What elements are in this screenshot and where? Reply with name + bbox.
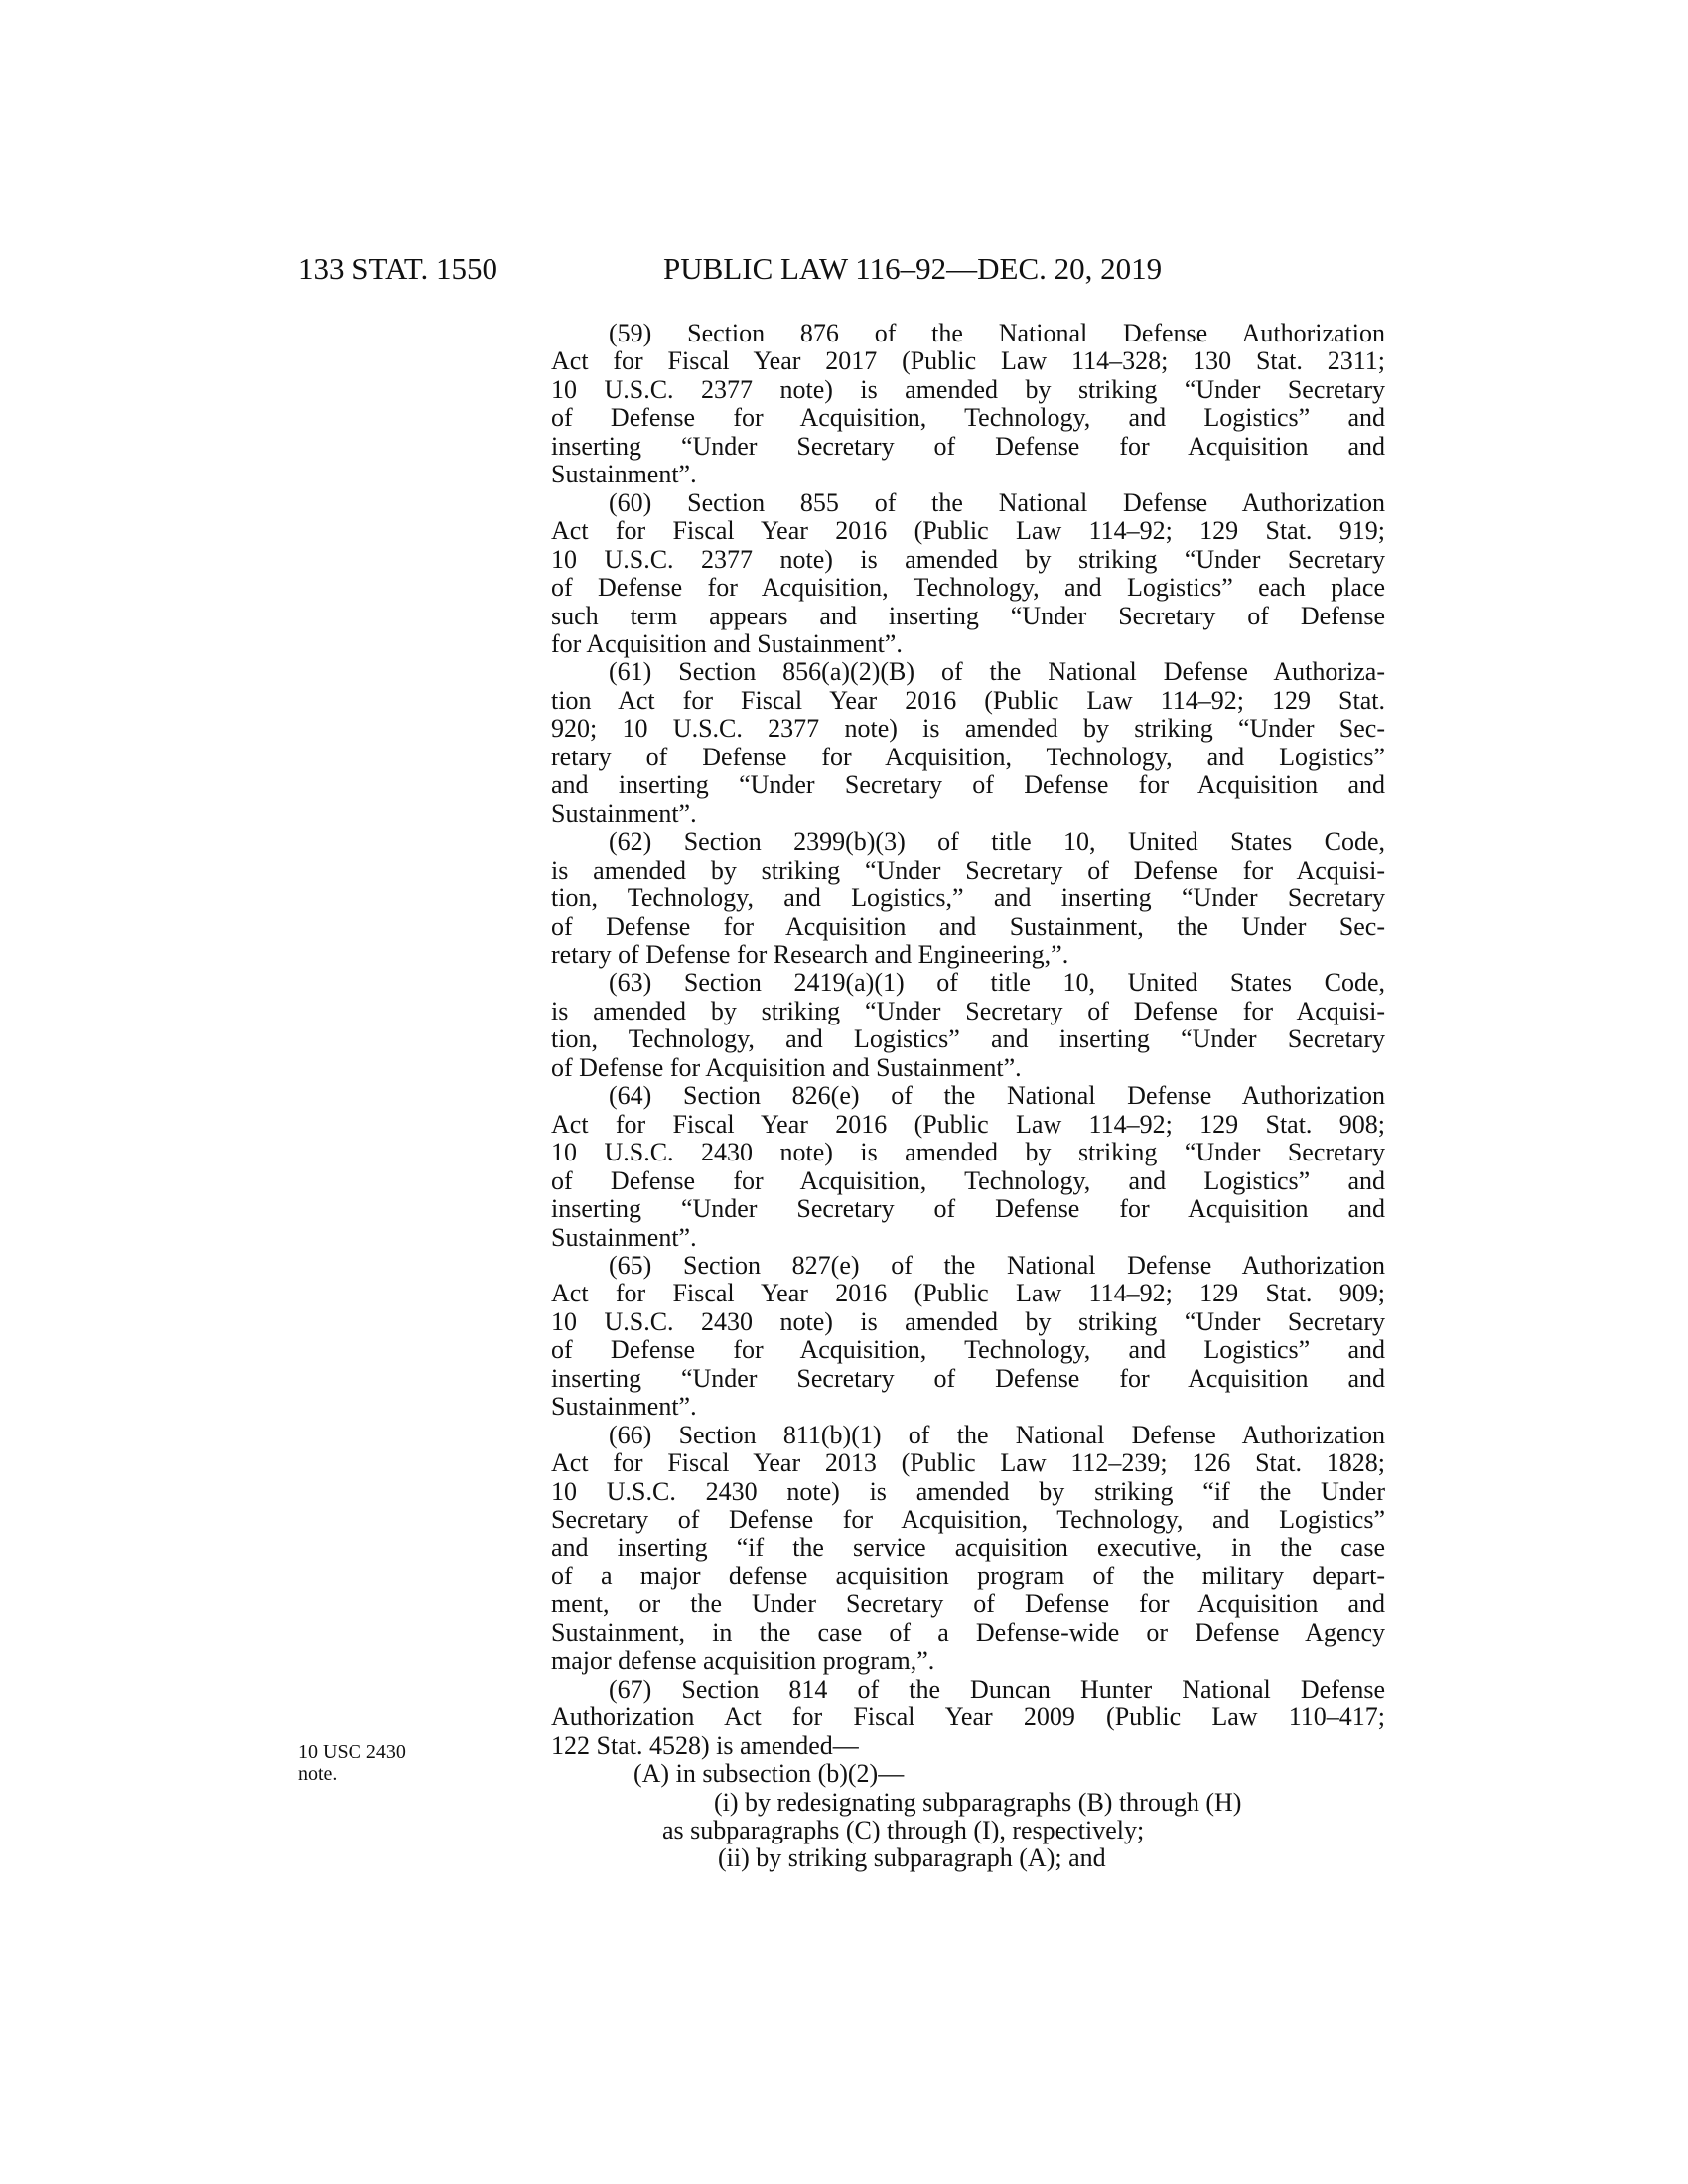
paragraph-line: Act for Fiscal Year 2016 (Public Law 114–92; 129 Stat. 908; — [551, 1109, 1385, 1139]
paragraph-line: of Defense for Acquisition, Technology, and Logistics” and — [551, 1335, 1385, 1365]
paragraph-line: Sustainment, in the case of a Defense-wide or Defense Agency — [551, 1617, 1385, 1647]
amendment-paragraph — [551, 828, 1385, 969]
paragraph-line: major defense acquisition program,”. — [551, 1646, 935, 1676]
statute-body — [551, 320, 1385, 1873]
paragraph-line: is amended by striking “Under Secretary of Defense for Acquisi- — [551, 855, 1385, 885]
amendment-paragraph — [551, 1082, 1385, 1252]
paragraph-line: Secretary of Defense for Acquisition, Technology, and Logistics” — [551, 1505, 1385, 1535]
paragraph-line: Act for Fiscal Year 2016 (Public Law 114–92; 129 Stat. 919; — [551, 516, 1385, 546]
clause-i-line-2: as subparagraphs (C) through (I), respectively; — [662, 1816, 1145, 1845]
paragraph-line: such term appears and inserting “Under Secretary of Defense — [551, 601, 1385, 630]
amendment-paragraph — [551, 1422, 1385, 1676]
paragraph-line: Act for Fiscal Year 2017 (Public Law 114–328; 130 Stat. 2311; — [551, 346, 1385, 376]
paragraph-line: (61) Section 856(a)(2)(B) of the National Defense Authoriza- — [609, 657, 1385, 687]
paragraph-line: 10 U.S.C. 2377 note) is amended by striking “Under Secretary — [551, 374, 1385, 404]
paragraph-line: 122 Stat. 4528) is amended— — [551, 1730, 859, 1760]
paragraph-line: is amended by striking “Under Secretary of Defense for Acquisi- — [551, 996, 1385, 1025]
clause-i — [551, 1789, 1385, 1845]
paragraph-line: (62) Section 2399(b)(3) of title 10, United States Code, — [609, 827, 1385, 857]
amendment-paragraph — [551, 1252, 1385, 1422]
amendment-paragraph — [551, 969, 1385, 1082]
paragraph-line: of Defense for Acquisition, Technology, and Logistics” each place — [551, 573, 1385, 603]
paragraph-line: of Defense for Acquisition and Sustainment, the Under Sec- — [551, 911, 1385, 941]
paragraph-line: retary of Defense for Research and Engineering,”. — [551, 939, 1069, 969]
paragraph-line: (60) Section 855 of the National Defense Authorization — [609, 487, 1385, 517]
law-title-header: PUBLIC LAW 116–92—DEC. 20, 2019 — [663, 251, 1163, 286]
paragraph-line: (67) Section 814 of the Duncan Hunter National Defense — [609, 1674, 1385, 1704]
paragraph-list — [551, 320, 1385, 1760]
amendment-paragraph — [551, 489, 1385, 659]
amendment-paragraph — [551, 658, 1385, 828]
paragraph-line: 10 U.S.C. 2377 note) is amended by striking “Under Secretary — [551, 544, 1385, 574]
paragraph-line: 10 U.S.C. 2430 note) is amended by striking “Under Secretary — [551, 1138, 1385, 1167]
paragraph-line: Sustainment”. — [551, 1222, 697, 1252]
paragraph-line: ment, or the Under Secretary of Defense for Acquisition and — [551, 1589, 1385, 1619]
paragraph-line: (63) Section 2419(a)(1) of title 10, United States Code, — [609, 968, 1385, 998]
paragraph-line: 10 U.S.C. 2430 note) is amended by striking “Under Secretary — [551, 1306, 1385, 1336]
paragraph-line: (64) Section 826(e) of the National Defense Authorization — [609, 1081, 1385, 1111]
margin-note-line-1: 10 USC 2430 — [298, 1741, 406, 1763]
paragraph-line: tion, Technology, and Logistics,” and inserting “Under Secretary — [551, 884, 1385, 913]
paragraph-line: inserting “Under Secretary of Defense for Acquisition and — [551, 431, 1385, 461]
paragraph-line: inserting “Under Secretary of Defense for Acquisition and — [551, 1194, 1385, 1224]
paragraph-line: tion, Technology, and Logistics” and inserting “Under Secretary — [551, 1024, 1385, 1054]
paragraph-line: of Defense for Acquisition and Sustainment”. — [551, 1052, 1022, 1082]
paragraph-line: tion Act for Fiscal Year 2016 (Public Law 114–92; 129 Stat. — [551, 685, 1385, 715]
amendment-paragraph — [551, 1676, 1385, 1760]
subsection-a-text: (A) in subsection (b)(2)— — [633, 1759, 905, 1789]
paragraph-line: of a major defense acquisition program of the military depart- — [551, 1561, 1385, 1590]
paragraph-line: 920; 10 U.S.C. 2377 note) is amended by striking “Under Sec- — [551, 714, 1385, 744]
paragraph-line: Sustainment”. — [551, 798, 697, 828]
paragraph-line: (65) Section 827(e) of the National Defense Authorization — [609, 1250, 1385, 1280]
paragraph-line: inserting “Under Secretary of Defense for Acquisition and — [551, 1363, 1385, 1393]
paragraph-line: Sustainment”. — [551, 1392, 697, 1422]
paragraph-line: (66) Section 811(b)(1) of the National Defense Authorization — [609, 1420, 1385, 1449]
clause-ii-text: (ii) by striking subparagraph (A); and — [718, 1843, 1106, 1873]
paragraph-line: Sustainment”. — [551, 460, 697, 489]
paragraph-line: Authorization Act for Fiscal Year 2009 (Public Law 110–417; — [551, 1703, 1385, 1732]
clause-i-line-1: (i) by redesignating subparagraphs (B) through (H) — [714, 1787, 1242, 1817]
paragraph-line: 10 U.S.C. 2430 note) is amended by striking “if the Under — [551, 1476, 1385, 1506]
paragraph-line: Act for Fiscal Year 2016 (Public Law 114–92; 129 Stat. 909; — [551, 1279, 1385, 1308]
paragraph-line: Act for Fiscal Year 2013 (Public Law 112–239; 126 Stat. 1828; — [551, 1448, 1385, 1478]
paragraph-line: and inserting “if the service acquisition executive, in the case — [551, 1533, 1385, 1563]
paragraph-line: for Acquisition and Sustainment”. — [551, 628, 903, 658]
paragraph-line: (59) Section 876 of the National Defense Authorization — [609, 319, 1385, 347]
margin-note — [298, 1741, 417, 1785]
subsection-a — [551, 1760, 1385, 1788]
stat-page-number: 133 STAT. 1550 — [298, 251, 498, 286]
paragraph-line: and inserting “Under Secretary of Defense for Acquisition and — [551, 770, 1385, 800]
paragraph-line: retary of Defense for Acquisition, Technology, and Logistics” — [551, 742, 1385, 771]
clause-ii — [551, 1844, 1385, 1872]
paragraph-line: of Defense for Acquisition, Technology, and Logistics” and — [551, 1165, 1385, 1195]
paragraph-line: of Defense for Acquisition, Technology, and Logistics” and — [551, 403, 1385, 433]
amendment-paragraph — [551, 320, 1385, 489]
margin-note-line-2: note. — [298, 1763, 338, 1785]
